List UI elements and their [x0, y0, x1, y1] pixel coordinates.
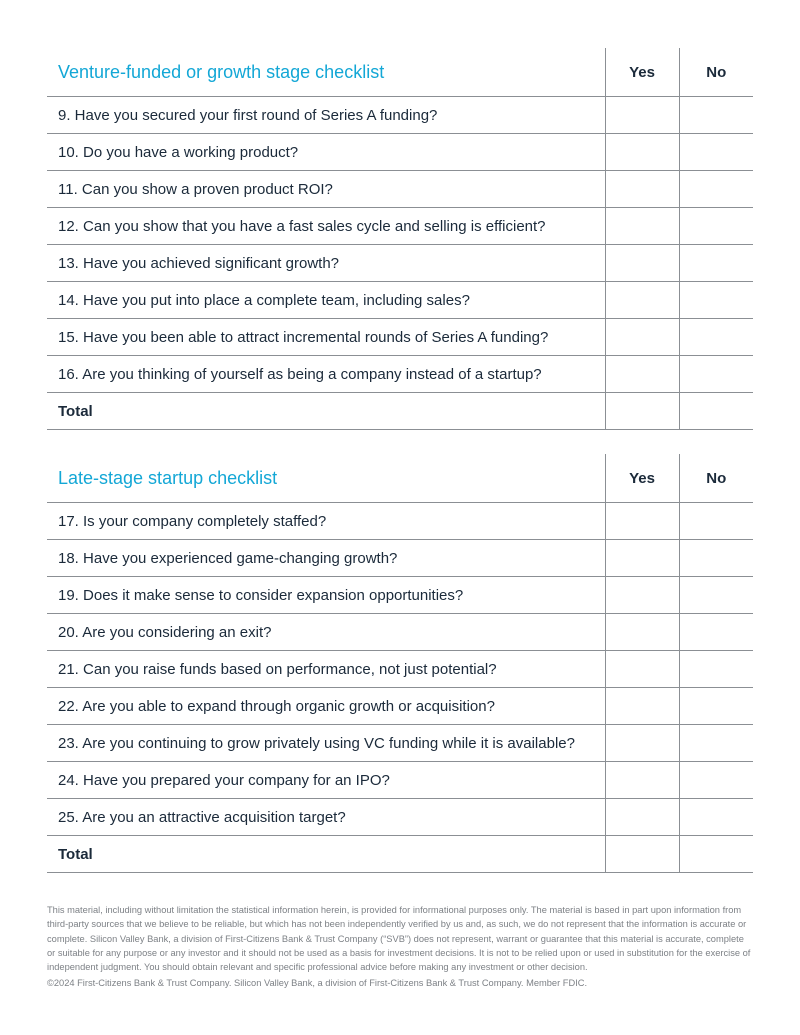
question-text: 10. Do you have a working product? [47, 134, 605, 171]
no-answer-box[interactable] [679, 97, 753, 134]
no-answer-box[interactable] [679, 356, 753, 393]
yes-answer-box[interactable] [605, 208, 679, 245]
yes-total-box[interactable] [605, 836, 679, 873]
total-label: Total [47, 836, 605, 873]
no-answer-box[interactable] [679, 245, 753, 282]
question-text: 15. Have you been able to attract incremental rounds of Series A funding? [47, 319, 605, 356]
no-answer-box[interactable] [679, 134, 753, 171]
question-text: 11. Can you show a proven product ROI? [47, 171, 605, 208]
question-text: 9. Have you secured your first round of Series A funding? [47, 97, 605, 134]
yes-answer-box[interactable] [605, 799, 679, 836]
table-row [47, 503, 753, 540]
table-row [47, 725, 753, 762]
yes-answer-box[interactable] [605, 171, 679, 208]
yes-answer-box[interactable] [605, 540, 679, 577]
question-text: 21. Can you raise funds based on performance, not just potential? [47, 651, 605, 688]
yes-answer-box[interactable] [605, 725, 679, 762]
table-row [47, 356, 753, 393]
no-column-header: No [679, 48, 753, 97]
table-row [47, 245, 753, 282]
yes-answer-box[interactable] [605, 356, 679, 393]
total-row [47, 836, 753, 873]
question-text: 18. Have you experienced game-changing growth? [47, 540, 605, 577]
yes-answer-box[interactable] [605, 651, 679, 688]
no-answer-box[interactable] [679, 319, 753, 356]
table-row [47, 282, 753, 319]
yes-answer-box[interactable] [605, 97, 679, 134]
no-answer-box[interactable] [679, 762, 753, 799]
yes-column-header: Yes [605, 454, 679, 503]
yes-answer-box[interactable] [605, 282, 679, 319]
no-answer-box[interactable] [679, 651, 753, 688]
no-answer-box[interactable] [679, 503, 753, 540]
yes-answer-box[interactable] [605, 319, 679, 356]
table-row [47, 208, 753, 245]
question-text: 12. Can you show that you have a fast sales cycle and selling is efficient? [47, 208, 605, 245]
question-text: 23. Are you continuing to grow privately using VC funding while it is available? [47, 725, 605, 762]
table-row [47, 171, 753, 208]
checklist-title: Venture-funded or growth stage checklist [47, 48, 605, 97]
total-label: Total [47, 393, 605, 430]
no-answer-box[interactable] [679, 171, 753, 208]
yes-answer-box[interactable] [605, 245, 679, 282]
yes-answer-box[interactable] [605, 614, 679, 651]
no-column-header: No [679, 454, 753, 503]
no-answer-box[interactable] [679, 208, 753, 245]
table-row [47, 97, 753, 134]
table-row [47, 319, 753, 356]
question-text: 24. Have you prepared your company for an IPO? [47, 762, 605, 799]
question-text: 22. Are you able to expand through organic growth or acquisition? [47, 688, 605, 725]
yes-answer-box[interactable] [605, 688, 679, 725]
disclaimer-text: This material, including without limitation the statistical information herein, is provided for informational purposes only. The material is based in part upon information from third-party sources that we believe to be reliable, but which has not been independently verified by us and, as such, we do not represent that the information is accurate or complete. Silicon Valley Bank, a division of First-Citizens Bank & Trust Company (“SVB”) does not represent, warrant or guarantee that this material is accurate, complete or suitable for any purpose or any investor and it should not be used as a basis for investment decisions. It is not to be relied upon or used in substitution for the exercise of independent judgment. You should obtain relevant and specific professional advice before making any investment or other decision. [47, 905, 751, 973]
table-row [47, 577, 753, 614]
no-answer-box[interactable] [679, 688, 753, 725]
table-row [47, 799, 753, 836]
question-text: 16. Are you thinking of yourself as being a company instead of a startup? [47, 356, 605, 393]
table-row [47, 540, 753, 577]
no-answer-box[interactable] [679, 799, 753, 836]
question-text: 14. Have you put into place a complete team, including sales? [47, 282, 605, 319]
no-answer-box[interactable] [679, 540, 753, 577]
checklist-title: Late-stage startup checklist [47, 454, 605, 503]
table-row [47, 762, 753, 799]
yes-total-box[interactable] [605, 393, 679, 430]
yes-answer-box[interactable] [605, 134, 679, 171]
copyright-text: ©2024 First-Citizens Bank & Trust Company. Silicon Valley Bank, a division of First-Citizens Bank & Trust Company. Member FDIC. [47, 978, 588, 988]
question-text: 13. Have you achieved significant growth? [47, 245, 605, 282]
yes-answer-box[interactable] [605, 762, 679, 799]
yes-column-header: Yes [605, 48, 679, 97]
question-text: 20. Are you considering an exit? [47, 614, 605, 651]
table-row [47, 651, 753, 688]
no-answer-box[interactable] [679, 614, 753, 651]
question-text: 19. Does it make sense to consider expansion opportunities? [47, 577, 605, 614]
no-answer-box[interactable] [679, 725, 753, 762]
table-row [47, 614, 753, 651]
table-row [47, 688, 753, 725]
yes-answer-box[interactable] [605, 577, 679, 614]
late-stage-checklist [47, 454, 753, 873]
question-text: 25. Are you an attractive acquisition target? [47, 799, 605, 836]
table-row [47, 134, 753, 171]
no-total-box[interactable] [679, 393, 753, 430]
growth-stage-checklist [47, 48, 753, 430]
yes-answer-box[interactable] [605, 503, 679, 540]
question-text: 17. Is your company completely staffed? [47, 503, 605, 540]
total-row [47, 393, 753, 430]
no-total-box[interactable] [679, 836, 753, 873]
no-answer-box[interactable] [679, 577, 753, 614]
no-answer-box[interactable] [679, 282, 753, 319]
